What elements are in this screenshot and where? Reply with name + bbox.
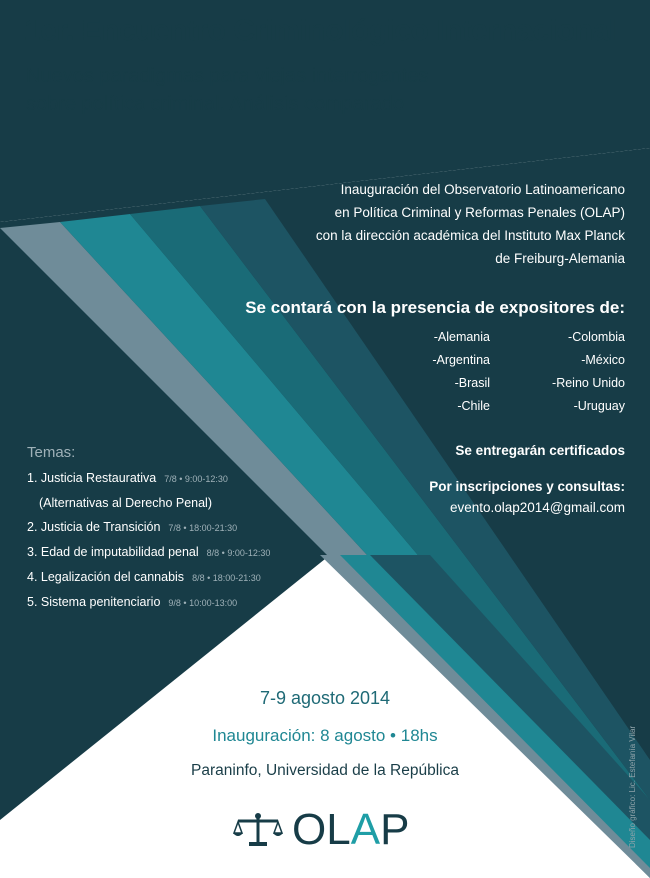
tema-item [27,466,270,491]
logo-letter: O [292,805,327,854]
event-dates: 7-9 agosto 2014 [259,688,391,708]
countries-list [405,326,625,418]
logo-wordmark [292,806,409,854]
subtitle-line: sobre política criminal. Análisis comparado [26,93,404,115]
tema-time: 7/8 • 18:00-21:30 [168,523,238,533]
inauguration-date: Inauguración: 8 agosto • 18hs [212,726,438,745]
subtitle-line: Nuevos paradigmas para viejas interrogantes [26,65,429,87]
olap-logo [232,806,409,854]
temas-list [27,444,270,615]
intro-line: con la dirección académica del Instituto Max Planck [315,228,625,243]
tema-text: 3. Edad de imputabilidad penal [27,545,199,559]
logo-letter: P [380,805,410,854]
country-item: -Chile [457,399,490,413]
tema-time: 8/8 • 18:00-21:30 [192,573,261,583]
scales-of-justice-icon [232,811,284,849]
tema-text: 1. Justicia Restaurativa [27,471,157,485]
tema-time: 8/8 • 9:00-12:30 [206,548,271,558]
tema-item [27,540,270,565]
tema-item [27,515,270,540]
tema-time: 9/8 • 10:00-13:00 [168,598,238,608]
country-item: -Colombia [568,330,625,344]
country-item: -Reino Unido [552,376,625,390]
tema-time: 7/8 • 9:00-12:30 [164,474,228,484]
tema-text: 2. Justicia de Transición [27,520,161,534]
tema-text: 4. Legalización del cannabis [27,570,185,584]
event-subtitle [26,62,428,118]
tema-text: (Alternativas al Derecho Penal) [39,496,212,510]
tema-item [27,590,270,615]
event-venue: Paraninfo, Universidad de la República [191,762,459,779]
event-title: 1er. Encuentro Criminológico Internacional [24,14,617,47]
country-item: -México [581,353,625,367]
logo-letter: L [326,805,351,854]
design-credit: Diseño gráfico: Lic. Estefanía Vilar [628,725,637,848]
country-item: -Argentina [432,353,490,367]
expositores-heading: Se contará con la presencia de expositores de: [245,298,625,317]
contact-email[interactable]: evento.olap2014@gmail.com [449,500,625,515]
intro-text [265,178,625,270]
intro-line: Inauguración del Observatorio Latinoamericano [340,182,625,197]
certificates-note: Se entregarán certificados [455,443,625,458]
tema-item [27,491,270,515]
country-item: -Uruguay [573,399,625,413]
temas-heading: Temas: [27,444,76,461]
contact-info [429,476,625,518]
contact-label: Por inscripciones y consultas: [429,479,625,494]
logo-letter: A [350,805,381,854]
tema-text: 5. Sistema penitenciario [27,595,161,609]
intro-line: en Política Criminal y Reformas Penales (OLAP) [334,205,625,220]
country-item: -Brasil [454,376,490,390]
country-item: -Alemania [433,330,490,344]
tema-item [27,565,270,590]
intro-line: de Freiburg-Alemania [495,251,625,266]
